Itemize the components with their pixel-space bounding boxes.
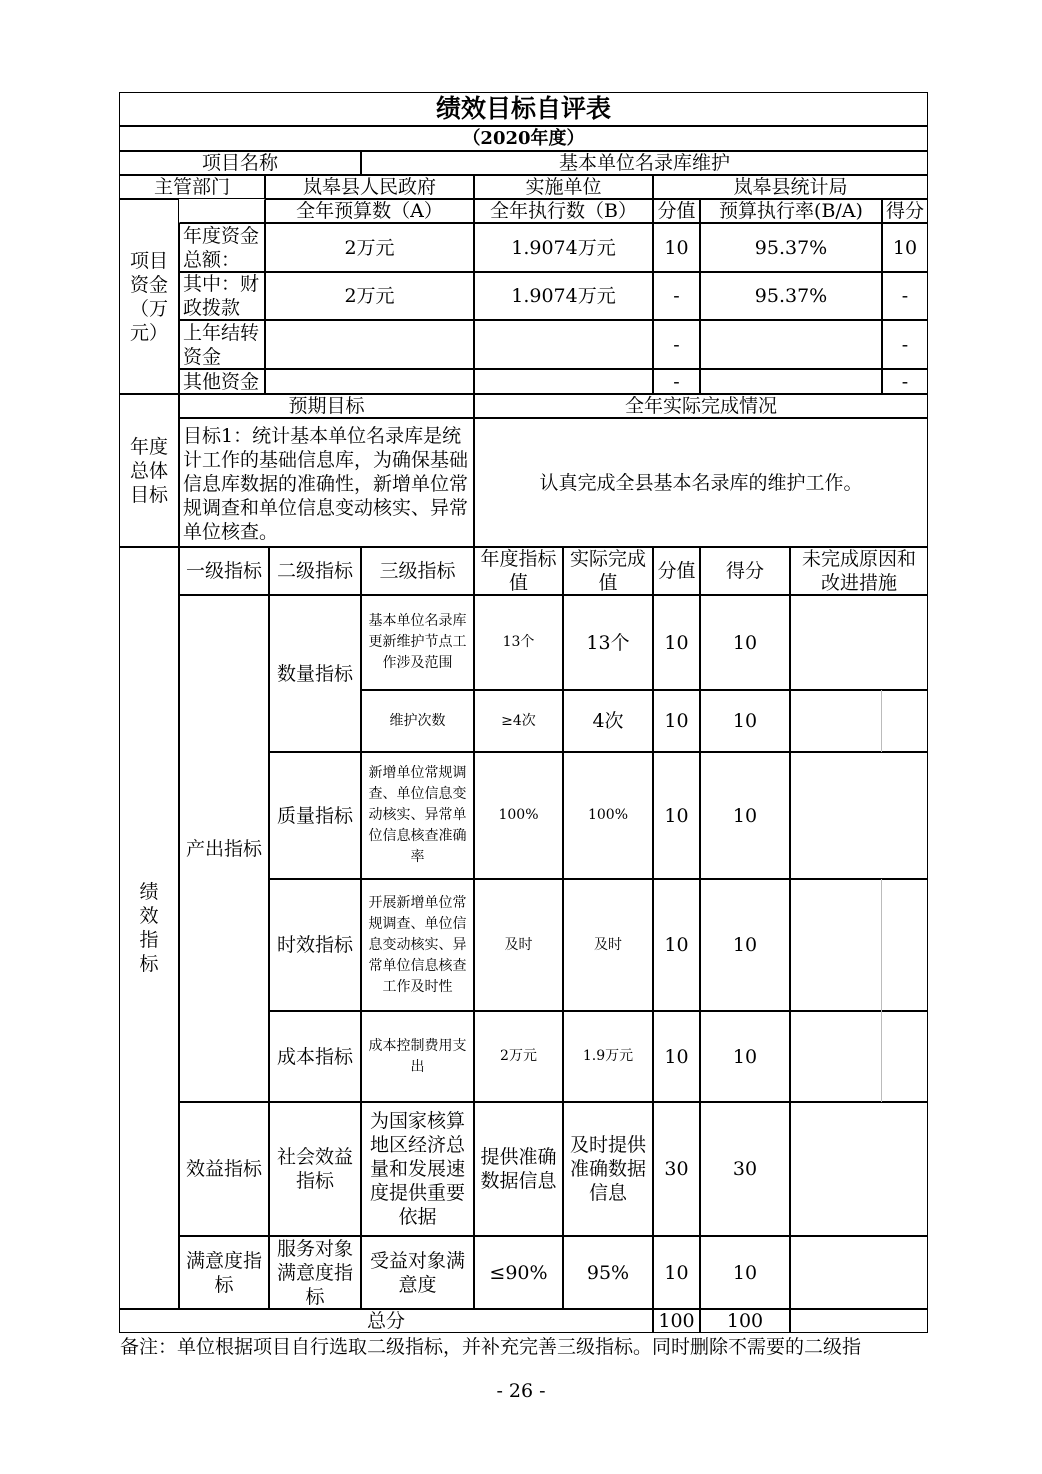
fund-row-exec [474,320,653,369]
fund-row-exec [474,369,653,394]
fund-row-budget [265,320,474,369]
project-name: 基本单位名录库维护 [361,151,928,175]
impl: 岚皋县统计局 [653,175,928,199]
indicators-side-label: 绩效指标 [119,547,179,1309]
goals-expected: 目标1：统计基本单位名录库是统计工作的基础信息库，为确保基础信息库数据的准确性，新增单位常规调查和单位信息变动核实、异常单位核查。 [179,418,474,547]
ind-header-level2: 二级指标 [269,547,361,595]
fund-row-exec: 1.9074万元 [474,223,653,272]
ind-target: 提供准确数据信息 [474,1102,563,1236]
fund-row-rate [700,369,882,394]
fund-row-rate: 95.37% [700,272,882,320]
ind-reason [790,1236,928,1309]
ind-reason [790,1011,928,1102]
ind-actual: 13个 [563,595,653,690]
ind-value: 10 [653,1011,700,1102]
dept: 岚皋县人民政府 [265,175,474,199]
ind-score: 10 [700,1236,790,1309]
ind-score: 10 [700,1011,790,1102]
fund-row-rate: 95.37% [700,223,882,272]
ind-third: 开展新增单位常规调查、单位信息变动核实、异常单位信息核查工作及时性 [361,879,474,1011]
ind-actual: 100% [563,752,653,879]
ind-reason [790,1102,928,1236]
ind-header-level3: 三级指标 [361,547,474,595]
ind-actual: 及时 [563,879,653,1011]
ind-target: 13个 [474,595,563,690]
ind-target: 2万元 [474,1011,563,1102]
satisfaction-indicator-label: 满意度指标 [179,1236,269,1309]
ind-header-reason: 未完成原因和改进措施 [790,547,928,595]
total-blank [790,1309,928,1333]
ind-actual: 95% [563,1236,653,1309]
goals-actual: 认真完成全县基本名录库的维护工作。 [474,418,928,547]
impl-label: 实施单位 [474,175,653,199]
fund-row-budget: 2万元 [265,223,474,272]
ind-actual: 4次 [563,690,653,752]
ind-header-value: 分值 [653,547,700,595]
goals-actual-header: 全年实际完成情况 [474,394,928,418]
fund-row-score: - [882,320,928,369]
funds-header-budget: 全年预算数（A） [265,199,474,223]
fund-row-label: 年度资金总额： [179,223,265,272]
total-label: 总分 [119,1309,653,1333]
fund-row-exec: 1.9074万元 [474,272,653,320]
ind-reason [790,752,928,879]
ind-header-target: 年度指标值 [474,547,563,595]
ind-third: 维护次数 [361,690,474,752]
fund-row-score-value: - [653,320,700,369]
fund-row-score: - [882,272,928,320]
ind-value: 10 [653,690,700,752]
ind-score: 30 [700,1102,790,1236]
ind-target: ≤90% [474,1236,563,1309]
fund-row-label: 其中：财政拨款 [179,272,265,320]
fund-row-label: 上年结转资金 [179,320,265,369]
ind-third: 为国家核算地区经济总量和发展速度提供重要依据 [361,1102,474,1236]
fund-row-score-value: - [653,369,700,394]
fund-row-rate [700,320,882,369]
table-year: （2020年度） [119,126,928,151]
timeliness-indicator-label: 时效指标 [269,879,361,1011]
ind-score: 10 [700,752,790,879]
ind-header-score: 得分 [700,547,790,595]
ind-target: 100% [474,752,563,879]
service-indicator-label: 服务对象满意度指标 [269,1236,361,1309]
fund-row-budget [265,369,474,394]
total-value: 100 [653,1309,700,1333]
ind-score: 10 [700,690,790,752]
faint-grid-line [881,690,882,752]
output-indicator-label: 产出指标 [179,595,269,1102]
goals-expected-header: 预期目标 [179,394,474,418]
fund-row-score-value: - [653,272,700,320]
ind-score: 10 [700,879,790,1011]
ind-third: 受益对象满意度 [361,1236,474,1309]
cost-indicator-label: 成本指标 [269,1011,361,1102]
benefit-indicator-label: 效益指标 [179,1102,269,1236]
funds-header-rate: 预算执行率(B/A) [700,199,882,223]
funds-header-score-value: 分值 [653,199,700,223]
remark-text: 备注：单位根据项目自行选取二级指标，并补充完善三级指标。同时删除不需要的二级指 [120,1336,862,1358]
fund-row-label: 其他资金 [179,369,265,394]
dept-label: 主管部门 [119,175,265,199]
fund-row-budget: 2万元 [265,272,474,320]
funds-header-blank [179,199,265,223]
funds-header-score: 得分 [882,199,928,223]
social-indicator-label: 社会效益指标 [269,1102,361,1236]
ind-value: 10 [653,1236,700,1309]
ind-header-level1: 一级指标 [179,547,269,595]
fund-row-score: - [882,369,928,394]
quality-indicator-label: 质量指标 [269,752,361,879]
ind-header-actual: 实际完成值 [563,547,653,595]
ind-actual: 1.9万元 [563,1011,653,1102]
ind-value: 10 [653,879,700,1011]
ind-actual: 及时提供准确数据信息 [563,1102,653,1236]
funds-header-exec: 全年执行数（B） [474,199,653,223]
faint-grid-line [881,879,882,1102]
ind-third: 新增单位常规调查、单位信息变动核实、异常单位信息核查准确率 [361,752,474,879]
fund-row-score: 10 [882,223,928,272]
goals-side-label: 年度总体目标 [119,394,179,547]
funds-side-label: 项目资金（万元） [119,199,179,394]
page-number: - 26 - [496,1380,546,1402]
ind-reason [790,690,928,752]
ind-reason [790,595,928,690]
ind-third: 基本单位名录库更新维护节点工作涉及范围 [361,595,474,690]
ind-value: 30 [653,1102,700,1236]
ind-third: 成本控制费用支出 [361,1011,474,1102]
ind-score: 10 [700,595,790,690]
project-name-label: 项目名称 [119,151,361,175]
quantity-indicator-label: 数量指标 [269,595,361,752]
ind-reason [790,879,928,1011]
ind-value: 10 [653,752,700,879]
fund-row-score-value: 10 [653,223,700,272]
ind-value: 10 [653,595,700,690]
ind-target: 及时 [474,879,563,1011]
total-score: 100 [700,1309,790,1333]
table-title: 绩效目标自评表 [119,92,928,126]
ind-target: ≥4次 [474,690,563,752]
